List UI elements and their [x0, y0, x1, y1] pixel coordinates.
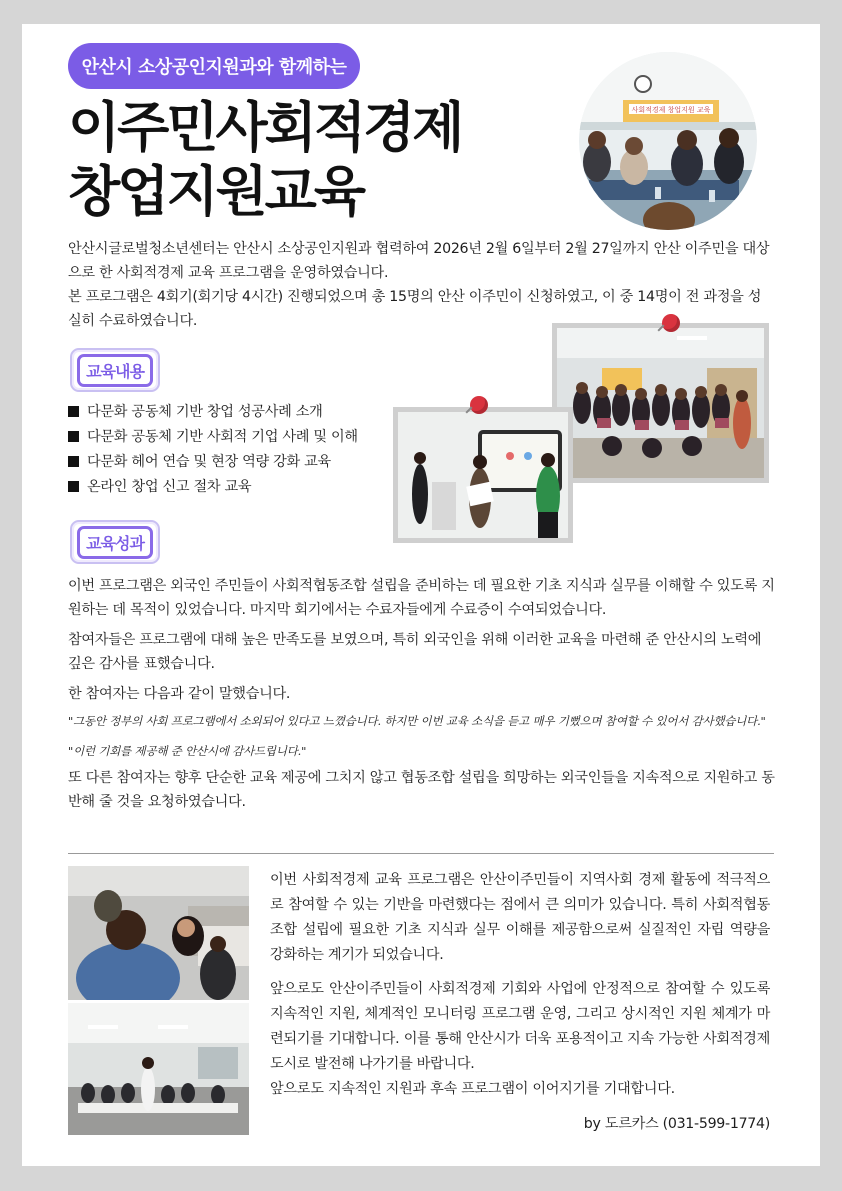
classroom-photo-circle	[579, 52, 757, 230]
closing-text	[270, 868, 770, 1111]
newsletter-page	[22, 24, 820, 1166]
list-item: 온라인 창업 신고 절차 교육	[68, 475, 358, 500]
square-bullet-icon	[68, 481, 79, 492]
results-section-label: 교육성과	[77, 526, 153, 559]
results-paragraph-2: 참여자들은 프로그램에 대해 높은 만족도를 보였으며, 특히 외국인을 위해 이러한 교육을 마련해 준 안산시의 노력에 깊은 감사를 표했습니다.	[68, 632, 762, 672]
square-bullet-icon	[68, 431, 79, 442]
list-item: 다문화 공동체 기반 창업 성공사례 소개	[68, 400, 358, 425]
results-paragraph-4: 또 다른 참여자는 향후 단순한 교육 제공에 그치지 않고 협동조합 설립을 희망하는 외국인들을 지속적으로 지원하고 동반해 줄 것을 요청하였습니다.	[68, 770, 775, 810]
title-line-2: 창업지원교육	[68, 160, 363, 223]
section-divider	[68, 853, 774, 854]
square-bullet-icon	[68, 406, 79, 417]
results-text	[68, 574, 778, 820]
content-section-badge	[70, 348, 160, 392]
closing-paragraph-1: 이번 사회적경제 교육 프로그램은 안산이주민들이 지역사회 경제 활동에 적극적으로 참여할 수 있는 기반을 마련했다는 점에서 큰 의미가 있습니다. 특히 사회적협동조합 설립에 필요한 기초 지식과 실무 이해를 제공함으로써 실질적인 자립 역량을 강화하는 계기가 되었습니다.	[270, 872, 770, 963]
author-byline: by 도르카스 (031-599-1774)	[583, 1116, 770, 1132]
page-title	[68, 96, 461, 224]
hair-practice-photo	[68, 866, 249, 1000]
intro-paragraph-2: 본 프로그램은 4회기(회기당 4시간) 진행되었으며 총 15명의 안산 이주민이 신청하였고, 이 중 14명이 전 과정을 성실히 수료하였습니다.	[68, 289, 762, 329]
participant-quote-2: "이런 기회를 제공해 준 안산시에 감사드립니다."	[68, 744, 307, 758]
closing-paragraph-3: 앞으로도 지속적인 지원과 후속 프로그램이 이어지기를 기대합니다.	[270, 1081, 675, 1097]
closing-paragraph-2: 앞으로도 안산이주민들이 사회적경제 기회와 사업에 안정적으로 참여할 수 있도록 지속적인 지원, 체계적인 모니터링 프로그램 운영, 그리고 상시적인 지원 체계가 마련되기를 기대합니다. 이를 통해 안산시가 더욱 포용적이고 지속 가능한 사회적경제 도시로 발전해 나가기를 바랍니다.	[270, 981, 770, 1072]
push-pin-icon	[470, 396, 488, 414]
header-pill: 안산시 소상공인지원과와 함께하는	[68, 43, 360, 89]
push-pin-icon	[662, 314, 680, 332]
title-line-1: 이주민사회적경제	[68, 96, 462, 159]
intro-paragraph-1: 안산시글로벌청소년센터는 안산시 소상공인지원과 협력하여 2026년 2월 6일부터 2월 27일까지 안산 이주민을 대상으로 한 사회적경제 교육 프로그램을 운영하였습니다.	[68, 241, 770, 281]
square-bullet-icon	[68, 456, 79, 467]
participant-quote-1: "그동안 정부의 사회 프로그램에서 소외되어 있다고 느꼈습니다. 하지만 이번 교육 소식을 듣고 매우 기뻤으며 참여할 수 있어서 감사했습니다."	[68, 714, 766, 728]
group-photo	[557, 328, 764, 478]
list-item: 다문화 헤어 연습 및 현장 역량 강화 교육	[68, 450, 358, 475]
results-section-badge	[70, 520, 160, 564]
banner-text: 사회적경제 창업지원 교육	[631, 106, 711, 114]
list-item: 다문화 공동체 기반 사회적 기업 사례 및 이해	[68, 425, 358, 450]
content-bullet-list	[68, 400, 358, 500]
content-section-label: 교육내용	[77, 354, 153, 387]
results-paragraph-1: 이번 프로그램은 외국인 주민들이 사회적협동조합 설립을 준비하는 데 필요한 기초 지식과 실무를 이해할 수 있도록 지원하는 데 목적이 있었습니다. 마지막 회기에서는 수료자들에게 수료증이 수여되었습니다.	[68, 578, 775, 618]
presentation-photo	[398, 412, 568, 538]
results-paragraph-3: 한 참여자는 다음과 같이 말했습니다.	[68, 686, 291, 702]
lecture-room-photo	[68, 1003, 249, 1135]
